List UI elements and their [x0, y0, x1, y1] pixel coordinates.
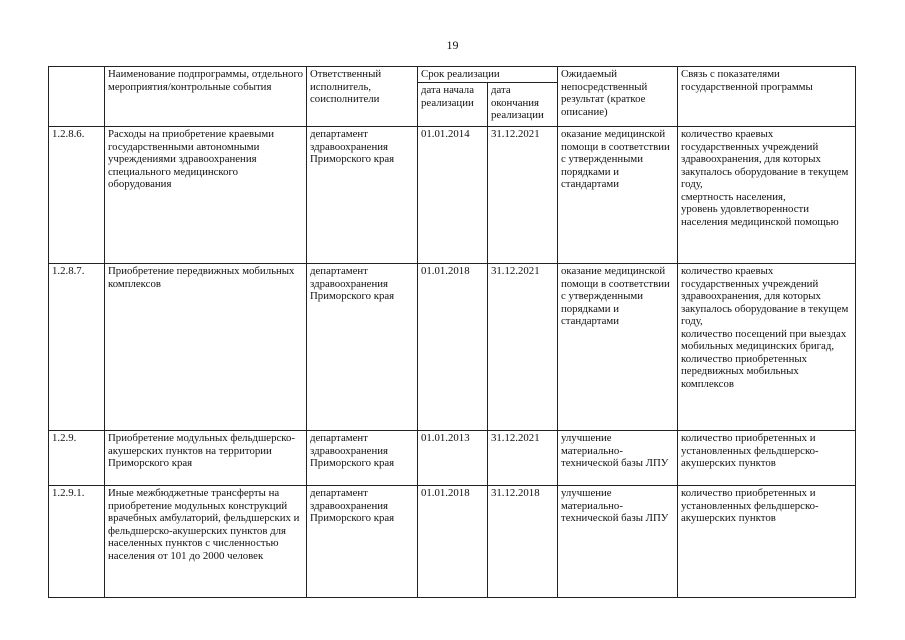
row-link: количество краевых государственных учреждений здравоохранения, для которых закупалось оборудование в текущем году, смертность населения, уровень удовлетворенности населения медицинской помощью — [678, 127, 856, 264]
header-start: дата начала реализации — [418, 83, 488, 127]
row-start-date: 01.01.2014 — [418, 127, 488, 264]
table-row — [49, 264, 856, 431]
row-link: количество приобретенных и установленных фельдшерско-акушерских пунктов — [678, 486, 856, 598]
row-responsible: департамент здравоохранения Приморского края — [307, 431, 418, 486]
row-number: 1.2.9. — [49, 431, 105, 486]
row-end-date: 31.12.2021 — [488, 431, 558, 486]
header-row — [49, 67, 856, 83]
row-name: Приобретение передвижных мобильных комплексов — [105, 264, 307, 431]
table-row — [49, 431, 856, 486]
row-result: улучшение материально-технической базы ЛПУ — [558, 486, 678, 598]
header-responsible: Ответственный исполнитель, соисполнители — [307, 67, 418, 127]
header-number — [49, 67, 105, 127]
row-end-date: 31.12.2018 — [488, 486, 558, 598]
row-number: 1.2.8.6. — [49, 127, 105, 264]
row-end-date: 31.12.2021 — [488, 127, 558, 264]
row-name: Приобретение модульных фельдшерско-акушерских пунктов на территории Приморского края — [105, 431, 307, 486]
row-start-date: 01.01.2018 — [418, 486, 488, 598]
row-result: улучшение материально-технической базы ЛПУ — [558, 431, 678, 486]
row-name: Иные межбюджетные трансферты на приобретение модульных конструкций врачебных амбулаторий, фельдшерских и фельдшерско-акушерских пунктов для населенных пунктов с численностью населения от 101 до 2000 человек — [105, 486, 307, 598]
row-result: оказание медицинской помощи в соответствии с утвержденными порядками и стандартами — [558, 127, 678, 264]
row-end-date: 31.12.2021 — [488, 264, 558, 431]
row-number: 1.2.9.1. — [49, 486, 105, 598]
page-number: 19 — [446, 38, 459, 52]
program-table — [48, 66, 856, 598]
row-name: Расходы на приобретение краевыми государственными автономными учреждениями здравоохранения специального медицинского оборудования — [105, 127, 307, 264]
row-start-date: 01.01.2013 — [418, 431, 488, 486]
row-number: 1.2.8.7. — [49, 264, 105, 431]
table-row — [49, 127, 856, 264]
row-start-date: 01.01.2018 — [418, 264, 488, 431]
header-link: Связь с показателями государственной программы — [678, 67, 856, 127]
row-result: оказание медицинской помощи в соответствии с утвержденными порядками и стандартами — [558, 264, 678, 431]
table-row — [49, 486, 856, 598]
header-period: Срок реализации — [418, 67, 558, 83]
row-link: количество краевых государственных учреждений здравоохранения, для которых закупалось оборудование в текущем году, количество посещений при выездах мобильных медицинских бригад, количество приобретенных передвижных мобильных комплексов — [678, 264, 856, 431]
header-end: дата окончания реализации — [488, 83, 558, 127]
header-result: Ожидаемый непосредственный результат (краткое описание) — [558, 67, 678, 127]
row-responsible: департамент здравоохранения Приморского края — [307, 127, 418, 264]
row-responsible: департамент здравоохранения Приморского края — [307, 264, 418, 431]
row-link: количество приобретенных и установленных фельдшерско-акушерских пунктов — [678, 431, 856, 486]
header-name: Наименование подпрограммы, отдельного мероприятия/контрольные события — [105, 67, 307, 127]
row-responsible: департамент здравоохранения Приморского края — [307, 486, 418, 598]
